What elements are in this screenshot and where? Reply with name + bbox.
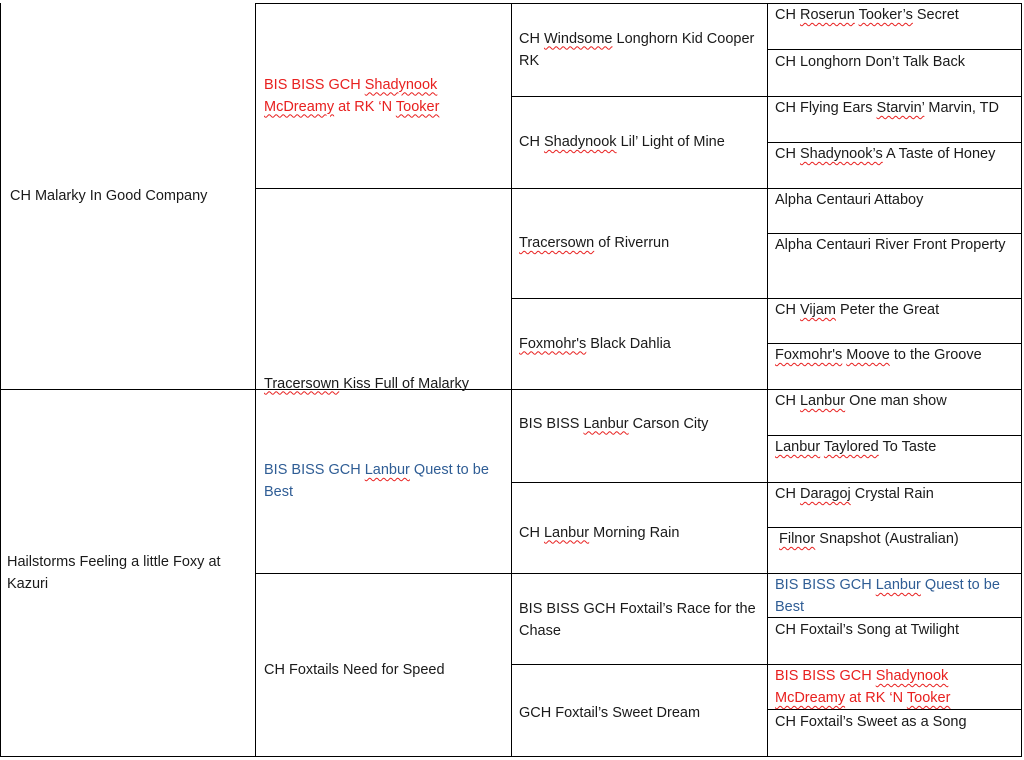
gen3-2 — [511, 96, 767, 188]
gen4-10-name — [775, 439, 936, 455]
gen4-6-name: Alpha Centauri River Front Property — [775, 237, 1006, 253]
gen2-dam-sire-name — [264, 459, 503, 503]
gen4-16 — [767, 709, 1022, 756]
gen4-3-name — [775, 100, 999, 116]
gen4-9-name — [775, 393, 947, 409]
gen4-14 — [767, 617, 1022, 664]
name-part: Quest to be Best — [775, 577, 1000, 615]
name-part: Shadynook — [543, 134, 617, 150]
name-part: CH — [519, 30, 544, 47]
name-part: Tooker’s — [858, 7, 913, 23]
gen4-8-name — [775, 347, 982, 363]
name-part: Secret — [912, 7, 959, 23]
name-part: Crystal Rain — [850, 486, 934, 502]
name-part: McDreamy — [264, 98, 335, 115]
gen4-5 — [767, 188, 1022, 233]
gen2-sire-sire-name — [264, 74, 503, 118]
name-part: Filnor — [779, 531, 816, 547]
name-part: BIS BISS GCH — [775, 577, 876, 593]
gen4-8 — [767, 343, 1022, 389]
gen3-3-name — [519, 232, 669, 254]
name-part: Shadynook — [875, 668, 949, 684]
name-part: Lil’ Light of Mine — [616, 134, 725, 150]
gen4-9 — [767, 389, 1022, 435]
gen2-dam-dam — [255, 573, 511, 756]
gen1-sire — [0, 3, 255, 389]
name-part: Starvin’ — [876, 100, 925, 116]
name-part: CH Flying Ears — [775, 100, 877, 116]
name-part: CH — [775, 486, 800, 502]
name-part: Daragoj — [799, 486, 851, 502]
gen3-8-name: GCH Foxtail’s Sweet Dream — [519, 705, 701, 721]
gen4-14-name: CH Foxtail’s Song at Twilight — [775, 622, 960, 638]
name-part: BIS BISS GCH — [264, 76, 365, 93]
gen4-4-name — [775, 146, 995, 162]
gen4-12 — [767, 527, 1022, 573]
name-part: Foxmohr's — [519, 335, 587, 352]
name-part: to the Groove — [889, 347, 982, 363]
name-part: To Taste — [878, 439, 937, 455]
name-part: Snapshot (Australian) — [815, 531, 959, 547]
gen3-7-name: BIS BISS GCH Foxtail’s Race for the Chase — [519, 600, 756, 639]
gen3-4 — [511, 298, 767, 389]
gen3-5-name — [519, 413, 708, 435]
name-part: McDreamy — [775, 690, 846, 706]
name-part: Roserun — [799, 7, 855, 23]
gen1-sire-name: CH Malarky In Good Company — [10, 188, 208, 204]
name-part: BIS BISS GCH — [264, 462, 365, 478]
name-part: CH — [775, 7, 800, 23]
gen3-3 — [511, 188, 767, 298]
name-part: Windsome — [543, 30, 613, 47]
gen2-dam-sire — [255, 389, 511, 573]
gen4-11 — [767, 482, 1022, 527]
name-part: at RK ‘N — [334, 98, 396, 115]
gen3-4-name — [519, 333, 671, 355]
name-part: Peter the Great — [835, 302, 940, 318]
gen4-13 — [767, 573, 1022, 617]
name-part: CH — [519, 524, 544, 541]
name-part: BIS BISS GCH — [775, 668, 876, 684]
gen4-12-name — [779, 531, 959, 547]
name-part: Longhorn Kid Cooper RK — [519, 30, 755, 69]
gen4-4 — [767, 142, 1022, 188]
gen4-7 — [767, 298, 1022, 343]
name-part: Kiss Full of Malarky — [339, 375, 469, 392]
gen3-1 — [511, 3, 767, 96]
name-part: Foxmohr's — [775, 347, 843, 363]
name-part: Carson City — [628, 415, 709, 432]
name-part: Morning Rain — [589, 524, 680, 541]
gen4-7-name — [775, 302, 939, 318]
name-part: Tooker — [906, 690, 951, 706]
name-part: Taylored — [823, 439, 879, 455]
name-part: Lanbur — [364, 462, 410, 478]
name-part: CH — [775, 146, 800, 162]
gen3-6 — [511, 482, 767, 573]
name-part: CH — [775, 393, 800, 409]
gen3-5 — [511, 389, 767, 482]
gen3-6-name — [519, 522, 679, 544]
name-part: Tracersown — [264, 375, 340, 392]
name-part: Lanbur — [583, 415, 629, 432]
gen4-1-name — [775, 7, 959, 23]
gen4-5-name: Alpha Centauri Attaboy — [775, 192, 924, 208]
gen3-7 — [511, 573, 767, 664]
name-part: Lanbur — [799, 393, 846, 409]
gen2-dam-dam-name: CH Foxtails Need for Speed — [264, 661, 445, 678]
name-part: CH — [519, 134, 544, 150]
gen4-10 — [767, 435, 1022, 482]
gen4-2 — [767, 49, 1022, 96]
gen2-sire-sire — [255, 3, 511, 188]
gen4-6 — [767, 233, 1022, 298]
gen3-8 — [511, 664, 767, 756]
row-line-bottom — [0, 756, 1022, 757]
name-part: at RK ‘N — [845, 690, 907, 706]
name-part: Tracersown — [519, 235, 595, 251]
name-part: Tooker — [395, 98, 440, 115]
name-part: Quest to be Best — [264, 462, 489, 500]
gen1-dam — [0, 389, 255, 756]
name-part: BIS BISS — [519, 415, 584, 432]
gen3-2-name — [519, 131, 725, 153]
gen2-sire-dam — [255, 188, 511, 392]
gen4-16-name: CH Foxtail’s Sweet as a Song — [775, 714, 967, 730]
gen1-dam-name: Hailstorms Feeling a little Foxy at Kazuri — [7, 553, 221, 592]
gen4-11-name — [775, 486, 934, 502]
name-part: Lanbur — [775, 439, 821, 455]
name-part: Shadynook — [364, 76, 438, 93]
name-part: of Riverrun — [594, 235, 670, 251]
gen4-1 — [767, 3, 1022, 49]
name-part: Shadynook’s — [799, 146, 883, 162]
name-part: Marvin, TD — [924, 100, 1000, 116]
name-part: A Taste of Honey — [882, 146, 996, 162]
name-part: CH — [775, 302, 800, 318]
name-part: Lanbur — [543, 524, 590, 541]
gen4-2-name: CH Longhorn Don’t Talk Back — [775, 54, 965, 70]
gen4-15 — [767, 664, 1022, 709]
name-part: Moove — [846, 347, 890, 363]
gen4-13-name — [775, 577, 1000, 615]
gen3-1-name — [519, 28, 759, 72]
name-part: Vijam — [799, 302, 836, 318]
name-part: Black Dahlia — [586, 335, 671, 352]
gen4-15-name — [775, 668, 950, 706]
name-part: One man show — [845, 393, 947, 409]
name-part: Lanbur — [875, 577, 921, 593]
gen4-3 — [767, 96, 1022, 142]
